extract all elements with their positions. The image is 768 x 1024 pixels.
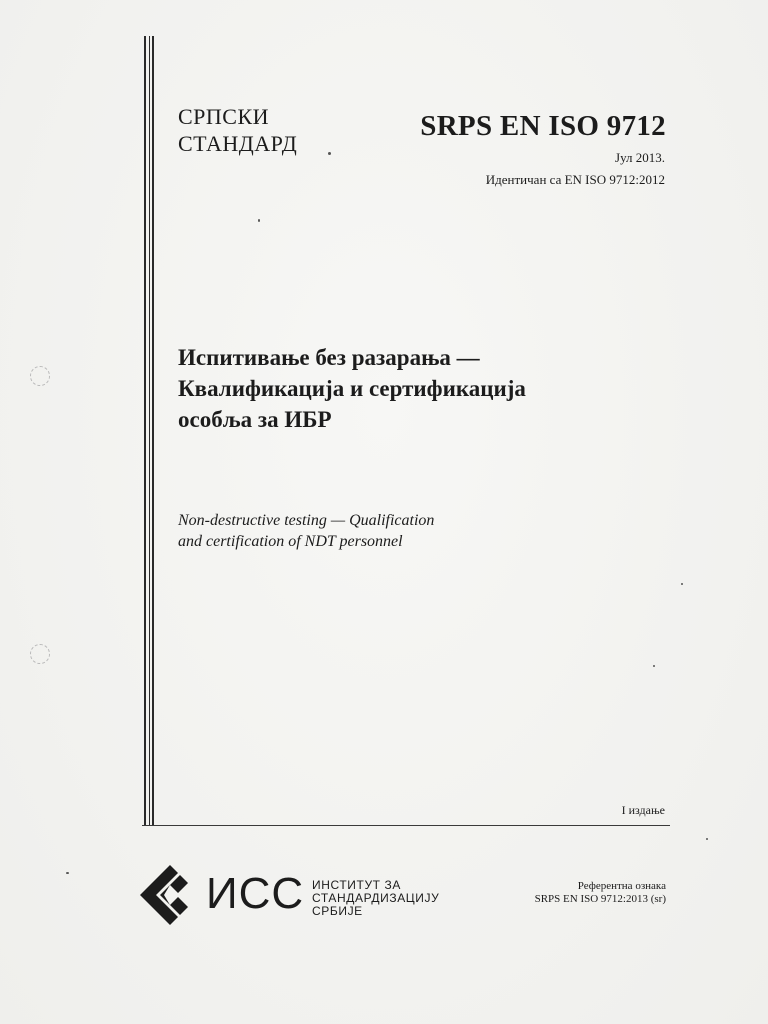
scan-speck	[258, 219, 260, 222]
reference-designation	[535, 880, 666, 906]
scan-speck	[653, 665, 655, 667]
title-line: особља за ИБР	[178, 407, 332, 432]
reference-label: Референтна ознака	[577, 880, 666, 892]
title-line: Non-destructive testing — Qualification	[178, 512, 435, 529]
standard-code: SRPS EN ISO 9712	[420, 110, 666, 142]
iss-logo-icon	[138, 863, 202, 927]
punch-hole-decoration	[30, 366, 50, 386]
identical-standard-note: Идентичан са EN ISO 9712:2012	[485, 172, 665, 187]
scan-speck	[328, 152, 331, 155]
logo-wordmark: ИСС	[206, 869, 305, 918]
standard-label-line: СРПСКИ	[178, 104, 270, 129]
institute-name-line: СТАНДАРДИЗАЦИЈУ	[312, 891, 440, 905]
document-title-serbian	[178, 342, 526, 435]
title-line: and certification of NDT personnel	[178, 533, 403, 550]
standard-label-line: СТАНДАРД	[178, 131, 298, 156]
standard-label	[178, 103, 297, 157]
reference-value: SRPS EN ISO 9712:2013 (sr)	[534, 893, 666, 905]
scan-speck	[706, 838, 708, 840]
title-line: Квалификација и сертификација	[178, 376, 526, 401]
punch-hole-decoration	[30, 644, 50, 664]
institute-name	[312, 879, 439, 918]
scan-speck	[681, 583, 683, 585]
institute-name-line: ИНСТИТУТ ЗА	[312, 878, 401, 892]
scan-speck	[66, 872, 69, 874]
bottom-border-rule	[142, 825, 670, 826]
left-border-rule	[149, 36, 150, 826]
left-border-rule	[144, 36, 146, 826]
left-border-rule	[152, 36, 154, 826]
institute-name-line: СРБИЈЕ	[312, 904, 363, 918]
document-title-english	[178, 510, 434, 552]
edition-label: I издање	[621, 803, 665, 817]
publication-date: Јул 2013.	[615, 150, 665, 165]
title-line: Испитивање без разарања —	[178, 345, 480, 370]
